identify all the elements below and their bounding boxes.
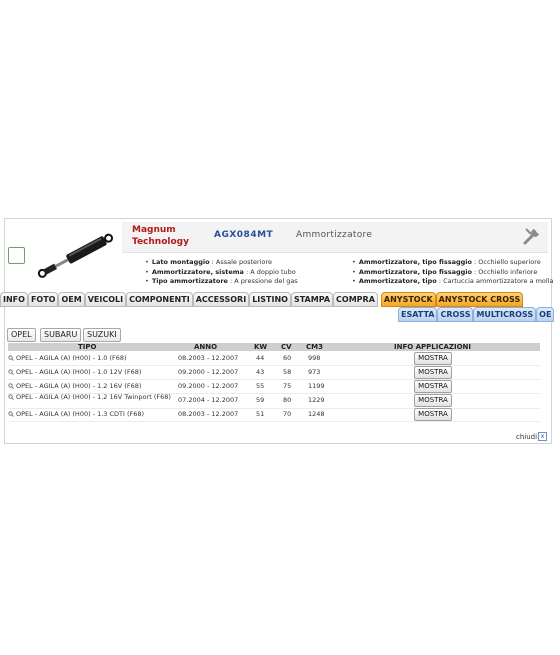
brand-line-2: Technology: [132, 237, 189, 247]
brand-name: [132, 224, 202, 248]
cv-cell: 60: [283, 354, 292, 362]
tools-icon[interactable]: [522, 226, 542, 246]
cm3-cell: 1248: [308, 410, 325, 418]
kw-cell: 43: [256, 368, 265, 376]
col-info: INFO APPLICAZIONI: [394, 343, 472, 351]
spec-row: • Ammortizzatore, tipo fissaggio : Occhiello inferiore: [352, 267, 538, 276]
cm3-cell: 1229: [308, 396, 325, 404]
filter-opel-button[interactable]: OPEL: [7, 328, 36, 342]
anno-cell: 07.2004 - 12.2007: [178, 396, 239, 404]
tab-listino[interactable]: LISTINO: [249, 292, 291, 307]
table-row: [8, 408, 540, 422]
close-link[interactable]: chiudi: [516, 433, 538, 441]
filter-subaru-button[interactable]: SUBARU: [40, 328, 81, 342]
cm3-cell: 998: [308, 354, 321, 362]
tab-oe[interactable]: OE: [536, 307, 554, 322]
cv-cell: 70: [283, 410, 292, 418]
mostra-button[interactable]: MOSTRA: [414, 394, 452, 407]
mostra-button[interactable]: MOSTRA: [414, 366, 452, 379]
tipo-cell: OPEL - AGILA (A) (H00) - 1.3 CDTI (F68): [16, 410, 145, 418]
spec-row: • Ammortizzatore, tipo : Cartuccia ammortizzatore a molla: [352, 277, 554, 285]
col-cm3: CM3: [306, 343, 323, 351]
shock-absorber-image: [30, 224, 120, 288]
mostra-button[interactable]: MOSTRA: [414, 408, 452, 421]
tab-componenti[interactable]: COMPONENTI: [126, 292, 193, 307]
kw-cell: 44: [256, 354, 265, 362]
spec-row: • Tipo ammortizzatore : A pressione del gas: [145, 277, 298, 285]
cv-cell: 58: [283, 368, 292, 376]
tab-anystock-cross[interactable]: ANYSTOCK CROSS: [436, 292, 524, 307]
tab-esatta[interactable]: ESATTA: [398, 307, 437, 322]
search-icon: [8, 394, 14, 400]
tab-compra[interactable]: COMPRA: [333, 292, 378, 307]
anno-cell: 08.2003 - 12.2007: [178, 354, 239, 362]
tab-stampa[interactable]: STAMPA: [291, 292, 333, 307]
tab-foto[interactable]: FOTO: [28, 292, 59, 307]
specs-right: [352, 258, 554, 287]
tipo-cell: OPEL - AGILA (A) (H00) - 1.0 (F68): [16, 354, 127, 362]
select-checkbox[interactable]: [8, 247, 25, 264]
product-description: Ammortizzatore: [296, 230, 373, 240]
spec-row: • Ammortizzatore, tipo fissaggio : Occhiello superiore: [352, 258, 541, 266]
tab-accessori[interactable]: ACCESSORI: [193, 292, 250, 307]
spec-row: • Ammortizzatore, sistema : A doppio tubo: [145, 267, 296, 276]
col-tipo: TIPO: [78, 343, 97, 351]
search-icon: [8, 355, 14, 361]
kw-cell: 59: [256, 396, 265, 404]
tab-anystock[interactable]: ANYSTOCK: [381, 292, 436, 307]
filter-suzuki-button[interactable]: SUZUKI: [83, 328, 121, 342]
close-icon[interactable]: x: [538, 432, 547, 441]
tab-veicoli[interactable]: VEICOLI: [85, 292, 126, 307]
table-row: [8, 366, 540, 380]
sub-tabs: [398, 307, 554, 321]
mostra-button[interactable]: MOSTRA: [414, 352, 452, 365]
tipo-cell: OPEL - AGILA (A) (H00) - 1.2 16V (F68): [16, 382, 142, 390]
cm3-cell: 973: [308, 368, 321, 376]
product-code[interactable]: AGX084MT: [214, 230, 274, 240]
search-icon: [8, 383, 14, 389]
col-anno: ANNO: [194, 343, 218, 351]
brand-line-1: Magnum: [132, 225, 176, 235]
anno-cell: 09.2000 - 12.2007: [178, 382, 239, 390]
kw-cell: 51: [256, 410, 265, 418]
tab-cross[interactable]: CROSS: [437, 307, 473, 322]
table-header: [8, 343, 540, 351]
tab-info[interactable]: INFO: [0, 292, 28, 307]
tab-oem[interactable]: OEM: [58, 292, 84, 307]
tab-multicross[interactable]: MULTICROSS: [473, 307, 536, 322]
tipo-cell: OPEL - AGILA (A) (H00) - 1.0 12V (F68): [16, 368, 142, 376]
mostra-button[interactable]: MOSTRA: [414, 380, 452, 393]
cv-cell: 80: [283, 396, 292, 404]
table-row: [8, 352, 540, 366]
specs-left: [145, 258, 298, 287]
search-icon: [8, 369, 14, 375]
main-tabs: [0, 292, 523, 306]
col-kw: KW: [254, 343, 268, 351]
kw-cell: 55: [256, 382, 265, 390]
spec-row: • Lato montaggio : Assale posteriore: [145, 258, 273, 266]
anno-cell: 09.2000 - 12.2007: [178, 368, 239, 376]
anno-cell: 08.2003 - 12.2007: [178, 410, 239, 418]
table-row: [8, 393, 540, 409]
table-row: [8, 380, 540, 394]
cm3-cell: 1199: [308, 382, 325, 390]
col-cv: CV: [281, 343, 292, 351]
cv-cell: 75: [283, 382, 292, 390]
tipo-cell: OPEL - AGILA (A) (H00) - 1.2 16V Twinport (F68): [16, 393, 171, 401]
search-icon: [8, 411, 14, 417]
